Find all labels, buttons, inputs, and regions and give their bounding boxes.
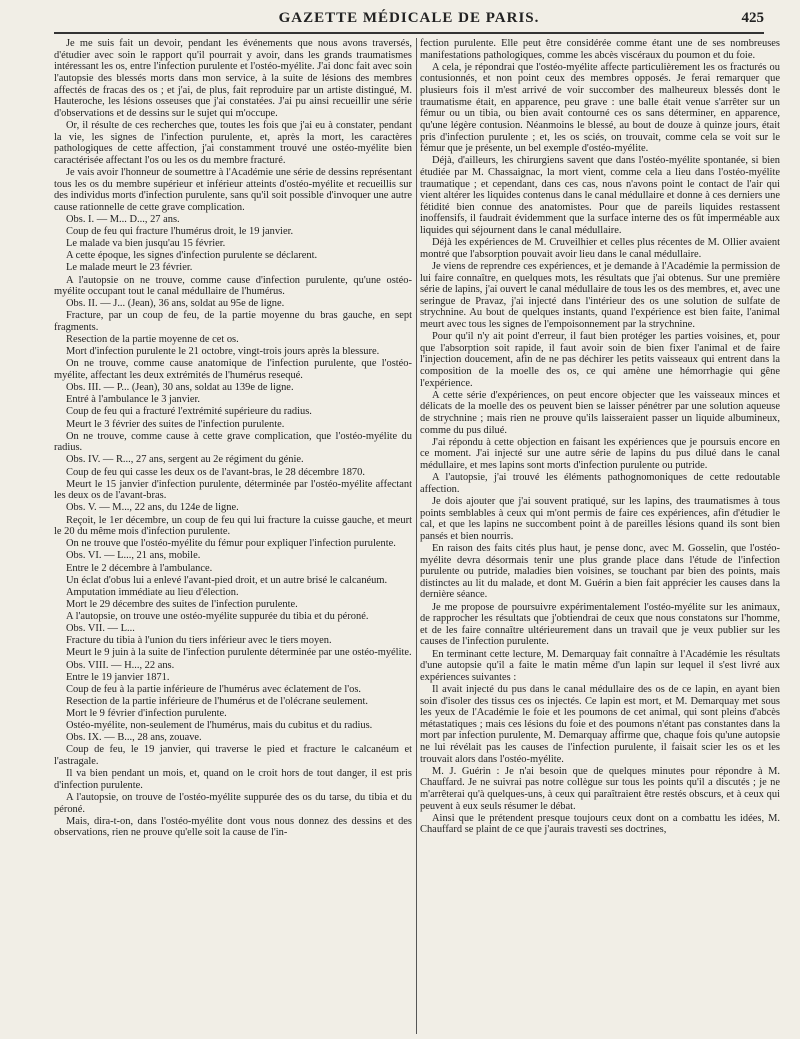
left-paragraph: Je me suis fait un devoir, pendant les événements que nous avons traversés, d'étudier avec soin le rapport qu'il pourrait y avoir, dans les grands traumatismes intéressant les os, entre l'infection purulente et l'ostéo-myélite. J'ai donc fait avec soin l'autopsie des blessés morts dans mon service, à la suite de lésions des membres affectés de fracas des os ; et j'ai, de plus, fait reproduire par un artiste distingué, M. Hauteroche, les lésions osseuses que j'ai constatées. J'ai pu ainsi recueillir une série d'observations et de dessins sur le sujet qui m'occupe.	[54, 38, 412, 119]
left-paragraph: Obs. IV. — R..., 27 ans, sergent au 2e régiment du génie.	[66, 454, 304, 466]
left-column	[54, 38, 412, 1034]
right-paragraph: En terminant cette lecture, M. Demarquay fait connaître à l'Académie les résultats d'une autopsie qu'il a faite le matin même d'un lapin sur lequel il s'est livré aux expériences suivantes :	[420, 648, 780, 683]
right-paragraph: Déjà les expériences de M. Cruveilhier et celles plus récentes de M. Ollier avaient montré que l'absorption pouvait avoir lieu dans le canal médullaire.	[420, 237, 780, 260]
right-paragraph: Je dois ajouter que j'ai souvent pratiqué, sur les lapins, des traumatismes à tous points semblables à ceux qui m'ont permis de faire ces expériences, afin d'étudier le cal, et que les lapins ne succombent point à de pareilles lésions quand ils sont bien pansés et bien nourris.	[420, 495, 780, 542]
left-paragraph: Obs. VI. — L..., 21 ans, mobile.	[66, 550, 201, 562]
left-paragraph: Mort le 29 décembre des suites de l'infection purulente.	[66, 598, 298, 610]
right-paragraph: Je viens de reprendre ces expériences, et je demande à l'Académie la permission de lui faire connaître, en quelques mots, les résultats que j'ai obtenus. Sur une première série de lapins, j'ai ouvert le canal médullaire de tous les os des membres, et, avec une seringue de Pravaz, j'ai injecté dans l'intérieur des os une solution de sulfate de strychnine. Au bout de quelques instants, quand l'expérience est bien faite, l'animal meurt avec tous les signes de l'empoisonnement par la strychnine.	[420, 260, 780, 330]
left-paragraph: Coup de feu, le 19 janvier, qui traverse le pied et fracture le calcanéum et l'astragale.	[54, 744, 412, 767]
left-paragraph: Mort le 9 février d'infection purulente.	[66, 708, 227, 719]
left-paragraph: A cette époque, les signes d'infection purulente se déclarent.	[66, 250, 318, 262]
left-paragraph: Un éclat d'obus lui a enlevé l'avant-pied droit, et un autre brisé le calcanéum.	[66, 574, 388, 586]
left-paragraph: Entre le 2 décembre à l'ambulance.	[66, 562, 213, 574]
left-paragraph: Meurt le 15 janvier d'infection purulente, déterminée par l'ostéo-myélite affectant les deux os de l'avant-bras.	[54, 478, 412, 502]
left-paragraph: Mort d'infection purulente le 21 octobre, vingt-trois jours après la blessure.	[66, 346, 380, 358]
left-paragraph: Resection de la partie inférieure de l'humérus et de l'olécrane seulement.	[66, 695, 368, 707]
right-paragraph: En raison des faits cités plus haut, je pense donc, avec M. Gosselin, que l'ostéo-myélite devra désormais tenir une plus grande place dans l'étude de l'infection purulente ou putride, maladies bien voisines, se touchant par bien des points, mais distinctes au lit du malade, et dont M. Guérin a bien fait apprécier les causes dans la dernière séance.	[420, 542, 780, 601]
header-rule	[54, 32, 764, 34]
left-paragraph: Obs. IX. — B..., 28 ans, zouave.	[66, 732, 202, 744]
left-paragraph: Meurt le 9 juin à la suite de l'infection purulente déterminée par une ostéo-myélite.	[66, 647, 412, 659]
left-paragraph: On ne trouve, comme cause à cette grave complication, que l'ostéo-myélite du radius.	[54, 430, 412, 454]
left-paragraph: Reçoit, le 1er décembre, un coup de feu qui lui fracture la cuisse gauche, et meurt le 20 du même mois d'infection purulente.	[54, 514, 412, 538]
left-paragraph: Entre le 19 janvier 1871.	[66, 671, 170, 683]
left-paragraph: Obs. VII. — L...	[66, 623, 135, 635]
journal-title: GAZETTE MÉDICALE DE PARIS.	[278, 10, 540, 26]
left-paragraph: On ne trouve que l'ostéo-myélite du fémur pour expliquer l'infection purulente.	[66, 538, 396, 550]
page-header	[54, 6, 764, 30]
right-paragraph: Ainsi que le prétendent presque toujours ceux dont on a combattu les idées, M. Chauffard se plaint de ce que j'aurais travesti ses doctrines,	[420, 812, 780, 836]
right-paragraph: Pour qu'il n'y ait point d'erreur, il faut bien protéger les parties voisines, et, pour que l'absorption soit rapide, il faut avoir soin de bien fixer l'animal et de faire l'injection doucement, afin de ne pas déchirer les petits vaisseaux qui entrent dans la composition de la moelle des os, ce qui amène une hémorrhagie qui gêne l'expérience.	[420, 331, 780, 389]
left-paragraph: Le malade meurt le 23 février.	[66, 262, 193, 274]
left-paragraph: Entré à l'ambulance le 3 janvier.	[66, 394, 201, 406]
left-paragraph: Il va bien pendant un mois, et, quand on le croit hors de tout danger, il est pris d'infection purulente.	[54, 768, 412, 791]
left-paragraph: Resection de la partie moyenne de cet os.	[66, 334, 239, 346]
right-paragraph: M. J. Guérin : Je n'ai besoin que de quelques minutes pour répondre à M. Chauffard. Je ne suivrai pas notre collègue sur tous les points qu'il a discutés ; je ne m'arrêterai qu'à quelques-uns, à ceux qui paraîtraient être restés obscurs, et à ceux qui peuvent à eux seuls résumer le débat.	[420, 765, 780, 812]
left-paragraph: Coup de feu qui a fracturé l'extrémité supérieure du radius.	[66, 406, 312, 418]
left-paragraph: Obs. II. — J... (Jean), 36 ans, soldat au 95e de ligne.	[66, 298, 285, 310]
column-separator	[416, 38, 417, 1034]
left-paragraph: Coup de feu à la partie inférieure de l'humérus avec éclatement de l'os.	[66, 683, 362, 695]
left-paragraph: Mais, dira-t-on, dans l'ostéo-myélite dont vous nous donnez des dessins et des observations, rien ne prouve qu'elle soit la cause de l'in-	[54, 815, 412, 839]
left-paragraph: Obs. I. — M... D..., 27 ans.	[66, 213, 180, 225]
left-paragraph: Coup de feu qui fracture l'humérus droit, le 19 janvier.	[66, 226, 294, 237]
right-paragraph: A cette série d'expériences, on peut encore objecter que les vaisseaux minces et délicats de la moelle des os peuvent bien se laisser pénétrer par une solution aqueuse de strychnine ; mais rien ne prouve qu'ils laisseraient passer un liquide albumineux, comme du pus dilué.	[420, 389, 780, 436]
left-paragraph: A l'autopsie, on trouve une ostéo-myélite suppurée du tibia et du péroné.	[66, 611, 369, 622]
left-paragraph: Coup de feu qui casse les deux os de l'avant-bras, le 28 décembre 1870.	[66, 466, 365, 478]
left-paragraph: Meurt le 3 février des suites de l'infection purulente.	[66, 418, 285, 430]
right-column	[420, 38, 780, 1034]
right-paragraph: J'ai répondu à cette objection en faisant les expériences que je poursuis encore en ce moment. J'ai injecté sur une autre série de lapins du pus dilué dans le canal médullaire, et mes lapins sont morts d'infection purulente ou putride.	[420, 436, 780, 471]
right-paragraph: fection purulente. Elle peut être considérée comme étant une de ses nombreuses manifestations pathologiques, comme les abcès viscéraux du poumon et du foie.	[420, 38, 780, 61]
right-paragraph: Il avait injecté du pus dans le canal médullaire des os de ce lapin, en ayant bien soin d'isoler des tissus ces os injectés. Ce lapin est mort, et M. Demarquay met sous les yeux de l'Académie le foie et les poumons de cet animal, qui sont pleins d'abcès métastatiques ; mais ces lésions du foie et des poumons n'étant pas constantes dans la mort par infection purulente, M. Demarquay affirme que, chaque fois qu'une autopsie ne lui révélait pas les causes de l'infection purulente, il faisait scier les os et les trouvait alors dans l'ostéo-myélite.	[420, 683, 780, 765]
left-paragraph: Fracture du tibia à l'union du tiers inférieur avec le tiers moyen.	[66, 635, 332, 647]
left-paragraph: Le malade va bien jusqu'au 15 février.	[66, 238, 226, 250]
left-paragraph: Obs. V. — M..., 22 ans, du 124e de ligne.	[66, 502, 239, 514]
right-paragraph: A l'autopsie, j'ai trouvé les éléments pathognomoniques de cette redoutable affection.	[420, 472, 780, 495]
left-paragraph: On ne trouve, comme cause anatomique de l'infection purulente, que l'ostéo-myélite, affectant les deux extrémités de l'humérus resequé.	[54, 358, 412, 381]
page-number: 425	[741, 10, 764, 26]
left-paragraph: A l'autopsie on ne trouve, comme cause d'infection purulente, qu'une ostéo-myélite occupant tout le canal médullaire de l'humérus.	[54, 274, 412, 298]
left-paragraph: A l'autopsie, on trouve de l'ostéo-myélite suppurée des os du tarse, du tibia et du péroné.	[54, 791, 412, 815]
left-paragraph: Obs. III. — P... (Jean), 30 ans, soldat au 139e de ligne.	[66, 382, 294, 394]
left-paragraph: Je vais avoir l'honneur de soumettre à l'Académie une série de dessins représentant tous les os du membre supérieur et inférieur atteints d'ostéo-myélite et recueillis sur des individus morts d'infection purulente, sans qu'il soit possible d'invoquer une autre cause rationnelle de cette grave complication.	[54, 166, 412, 213]
left-paragraph: Ostéo-myélite, non-seulement de l'humérus, mais du cubitus et du radius.	[66, 720, 373, 732]
left-paragraph: Fracture, par un coup de feu, de la partie moyenne du bras gauche, en sept fragments.	[54, 310, 412, 333]
left-paragraph: Amputation immédiate au lieu d'élection.	[66, 586, 239, 598]
left-paragraph: Obs. VIII. — H..., 22 ans.	[66, 659, 175, 671]
left-paragraph: Or, il résulte de ces recherches que, toutes les fois que j'ai eu à constater, pendant la vie, les signes de l'infection purulente, et, après la mort, les caractères pathologiques de cette affection, j'ai constamment trouvé une ostéo-myélite bien caractérisée affectant l'os ou les os du membre fracturé.	[54, 119, 412, 166]
right-paragraph: A cela, je répondrai que l'ostéo-myélite affecte particulièrement les os fracturés ou contusionnés, et non point ceux des membres opposés. Je ferai remarquer que plusieurs fois il m'est arrivé de voir succomber des malheureux blessés dont le traumatisme était, en apparence, peu grave : une balle était venue s'arrêter sur un fémur ou un tibia, ou bien avait contourné ces os sans déterminer, en apparence, qu'une légère contusion. Néanmoins le blessé, au bout de douze à quinze jours, était pris d'infection purulente ; et, les os sciés, on trouvait, comme cela se voit sur le fémur que je présente, un bel exemple d'ostéo-myélite.	[420, 61, 780, 155]
right-paragraph: Déjà, d'ailleurs, les chirurgiens savent que dans l'ostéo-myélite spontanée, si bien étudiée par M. Chassaignac, la mort vient, comme cela a lieu dans l'ostéo-myélite traumatique ; et cependant, dans ces cas, nous n'avons point le contact de l'air qui vient altérer les liquides contenus dans le canal médullaire et donne à ces derniers une fétidité bien connue des anatomistes. Pour que de pareils liquides restassent inoffensifs, il faudrait évidemment que la surface interne des os fût imperméable aux liquides qui séjournent dans le canal médullaire.	[420, 155, 780, 236]
right-paragraph: Je me propose de poursuivre expérimentalement l'ostéo-myélite sur les animaux, de rapprocher les résultats que j'obtiendrai de ceux que nous constatons sur l'homme, et de les faire connaître ultérieurement dans un travail que je veux publier sur les causes de l'infection purulente.	[420, 601, 780, 648]
